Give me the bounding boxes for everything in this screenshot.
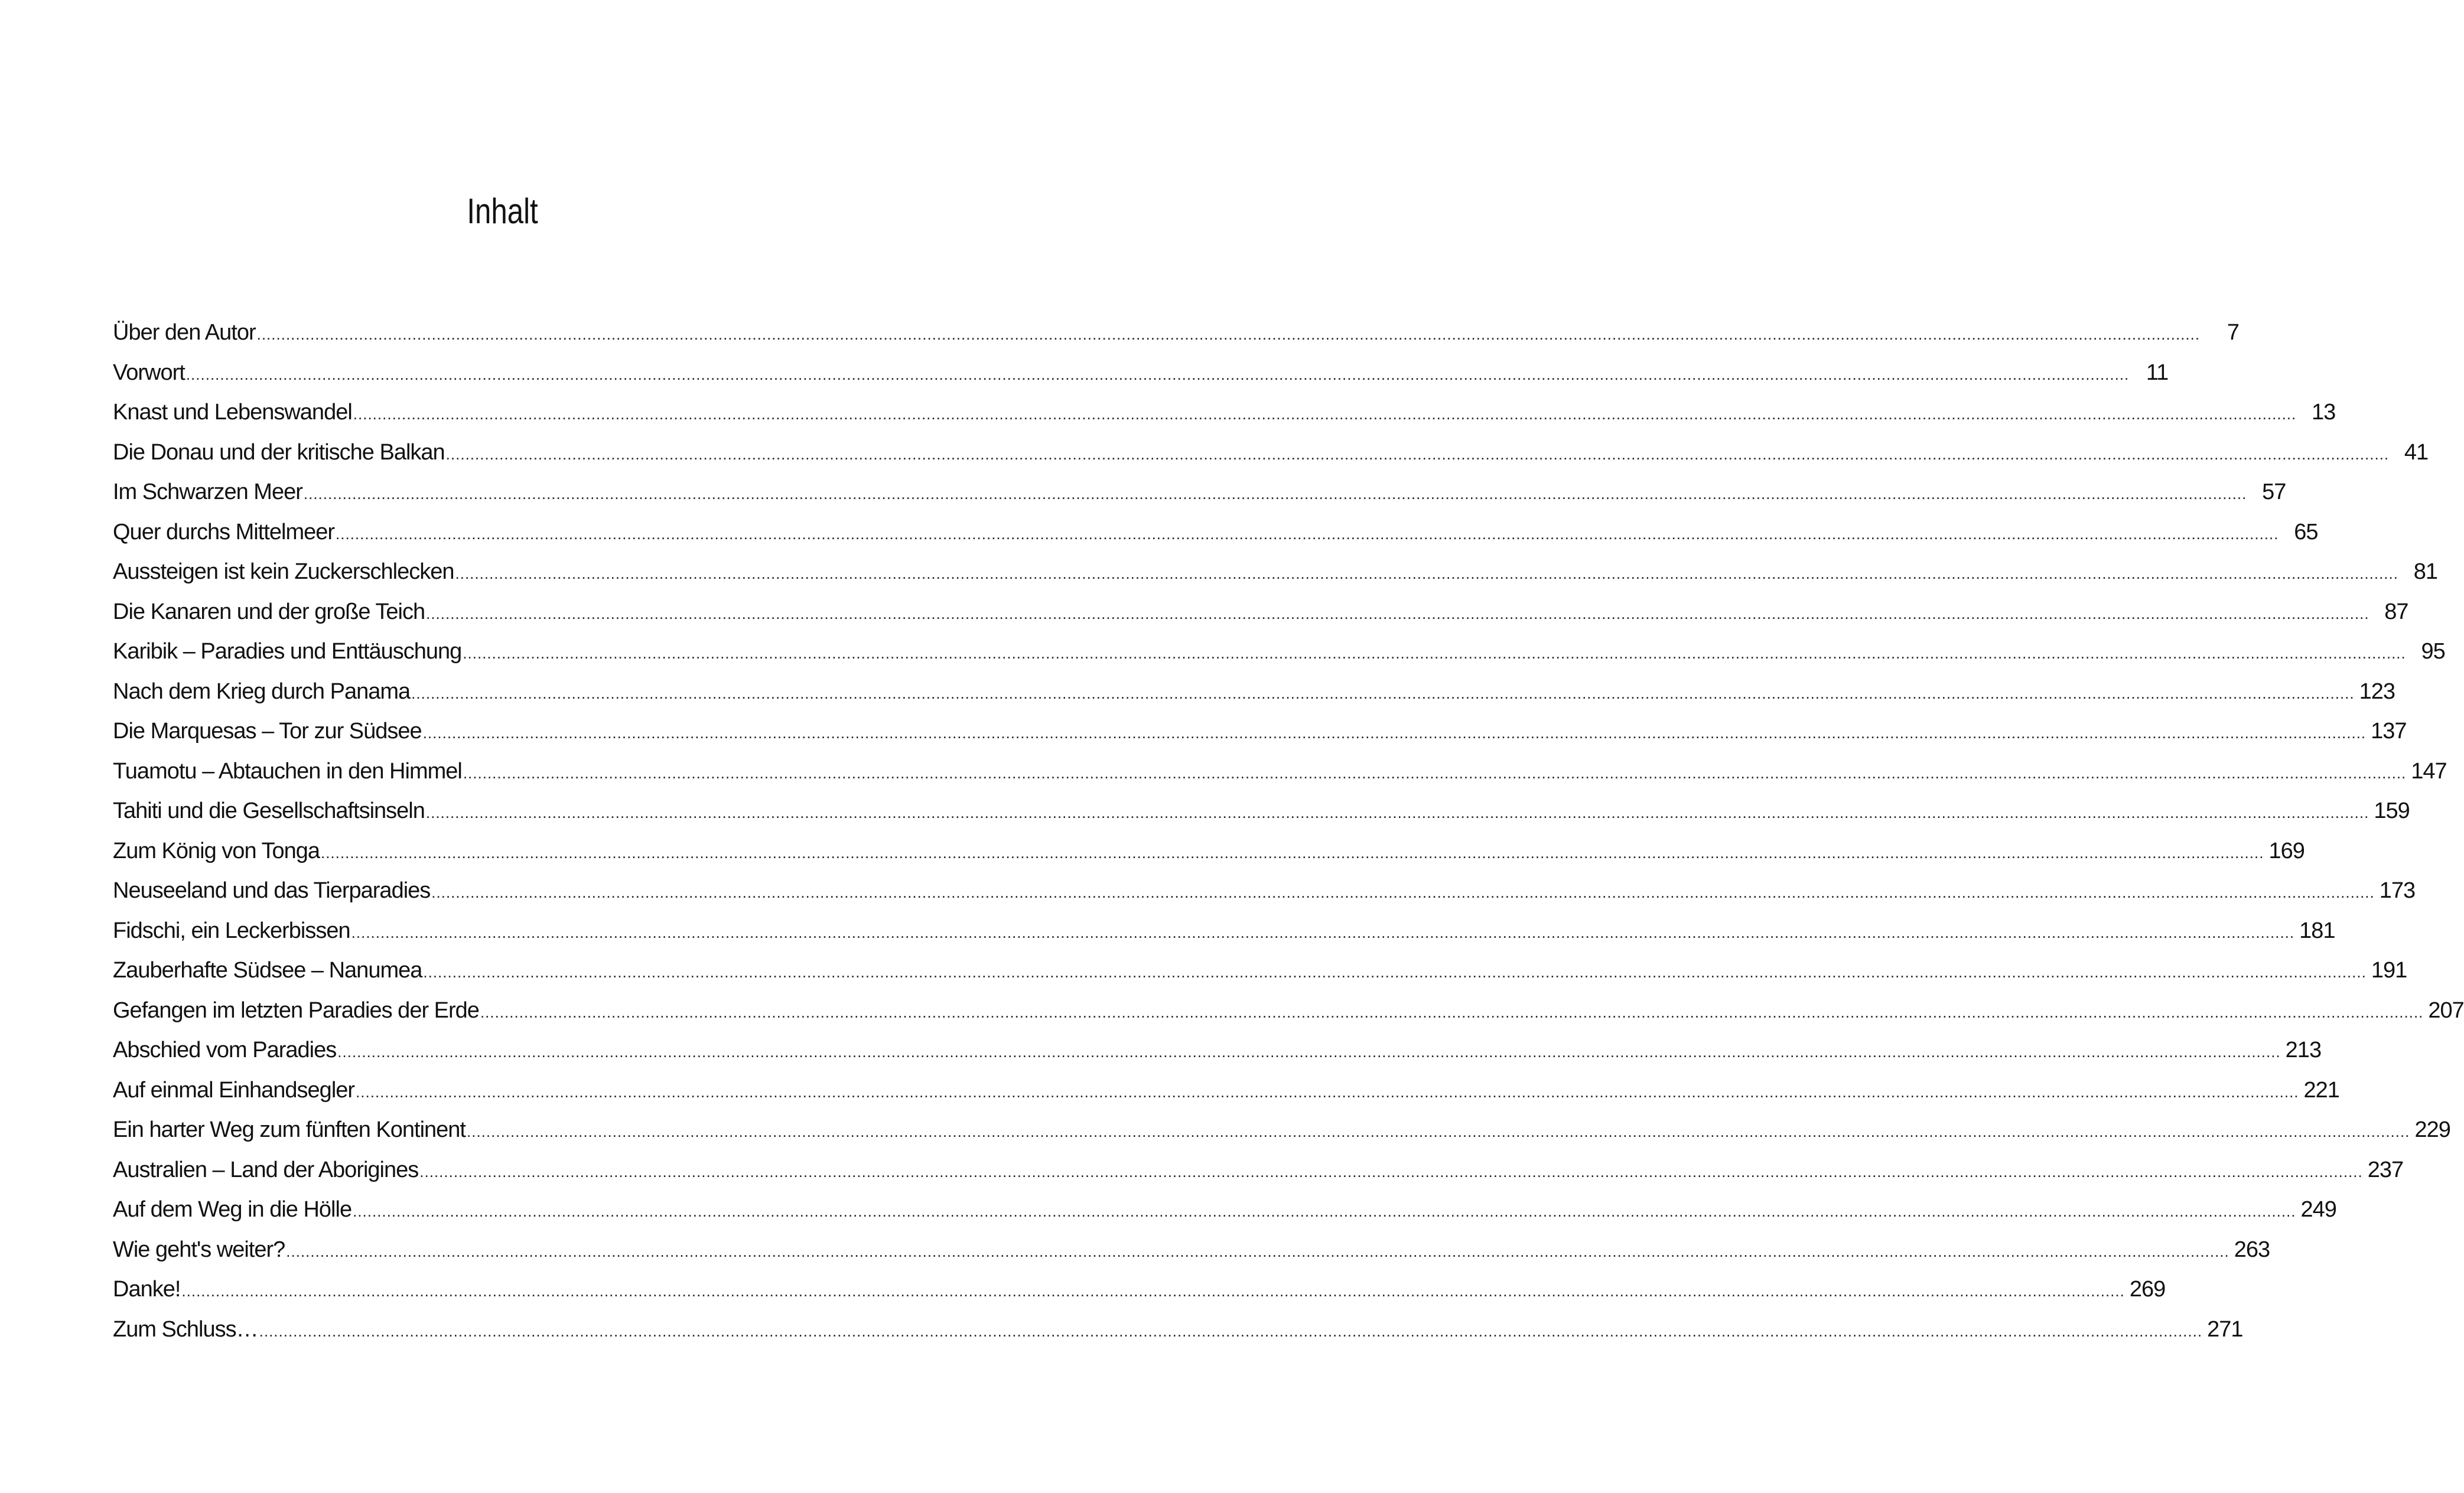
toc-entry-page-number: 221 bbox=[2303, 1077, 2339, 1103]
toc-entry-page-number: 95 bbox=[2421, 639, 2445, 664]
toc-entry-title: Die Donau und der kritische Balkan bbox=[113, 439, 445, 465]
toc-entry bbox=[113, 672, 2395, 712]
toc-dot-leader: ................................................................................................................................................................................................................................................................................................................................................................................................................ bbox=[356, 1083, 2299, 1101]
toc-entry bbox=[113, 632, 2445, 672]
toc-entry-title: Tuamotu – Abtauchen in den Himmel bbox=[113, 758, 462, 784]
toc-entry-page-number: 169 bbox=[2268, 838, 2304, 863]
toc-entry bbox=[113, 513, 2318, 553]
toc-dot-leader: ................................................................................................................................................................................................................................................................................................................................................................................................................ bbox=[463, 764, 2407, 782]
toc-entry bbox=[113, 752, 2447, 792]
toc-entry-page-number: 191 bbox=[2371, 958, 2407, 983]
toc-dot-leader: ................................................................................................................................................................................................................................................................................................................................................................................................................ bbox=[353, 1202, 2296, 1220]
toc-dot-leader: ................................................................................................................................................................................................................................................................................................................................................................................................................ bbox=[419, 1162, 2363, 1181]
toc-entry bbox=[113, 1110, 2450, 1150]
toc-entry bbox=[113, 393, 2336, 433]
toc-entry-title: Karibik – Paradies und Enttäuschung bbox=[113, 639, 462, 664]
toc-entry-title: Danke! bbox=[113, 1277, 181, 1302]
toc-entry bbox=[113, 1230, 2270, 1270]
toc-entry bbox=[113, 1270, 2166, 1310]
toc-dot-leader: ................................................................................................................................................................................................................................................................................................................................................................................................................ bbox=[320, 843, 2264, 862]
toc-dot-leader: ................................................................................................................................................................................................................................................................................................................................................................................................................ bbox=[256, 325, 2201, 343]
toc-entry bbox=[113, 1150, 2404, 1191]
toc-dot-leader: ................................................................................................................................................................................................................................................................................................................................................................................................................ bbox=[445, 445, 2390, 463]
toc-dot-leader: ................................................................................................................................................................................................................................................................................................................................................................................................................ bbox=[455, 565, 2398, 582]
toc-entry-title: Die Kanaren und der große Teich bbox=[113, 599, 425, 624]
toc-entry bbox=[113, 433, 2429, 473]
toc-entry-page-number: 13 bbox=[2311, 400, 2336, 425]
toc-dot-leader: ................................................................................................................................................................................................................................................................................................................................................................................................................ bbox=[467, 1123, 2410, 1140]
toc-entry-title: Zum König von Tonga bbox=[113, 838, 320, 863]
toc-entry-page-number: 11 bbox=[2146, 360, 2169, 385]
toc-dot-leader: ................................................................................................................................................................................................................................................................................................................................................................................................................ bbox=[463, 644, 2406, 662]
toc-entry-title: Zum Schluss… bbox=[113, 1316, 258, 1342]
toc-dot-leader: ................................................................................................................................................................................................................................................................................................................................................................................................................ bbox=[337, 1043, 2281, 1061]
toc-entry-page-number: 173 bbox=[2379, 878, 2416, 903]
toc-entry-title: Auf dem Weg in die Hölle bbox=[113, 1197, 352, 1222]
toc-entry-title: Zauberhafte Südsee – Nanumea bbox=[113, 958, 422, 983]
toc-entry-page-number: 41 bbox=[2404, 439, 2429, 465]
toc-entry-page-number: 229 bbox=[2414, 1117, 2450, 1142]
toc-dot-leader: ................................................................................................................................................................................................................................................................................................................................................................................................................ bbox=[423, 963, 2367, 981]
toc-entry-title: Quer durchs Mittelmeer bbox=[113, 519, 335, 545]
toc-dot-leader: ................................................................................................................................................................................................................................................................................................................................................................................................................ bbox=[425, 804, 2369, 822]
toc-dot-leader: ................................................................................................................................................................................................................................................................................................................................................................................................................ bbox=[411, 684, 2355, 702]
toc-dot-leader: ................................................................................................................................................................................................................................................................................................................................................................................................................ bbox=[351, 923, 2295, 941]
toc-entry-page-number: 269 bbox=[2129, 1277, 2166, 1302]
toc-entry-page-number: 147 bbox=[2411, 758, 2447, 784]
toc-entry bbox=[113, 592, 2408, 633]
toc-entry-title: Knast und Lebenswandel bbox=[113, 400, 352, 425]
toc-entry bbox=[113, 1031, 2322, 1071]
toc-entry-title: Australien – Land der Aborigines bbox=[113, 1157, 419, 1182]
toc-entry-page-number: 65 bbox=[2294, 519, 2318, 545]
toc-entry-title: Aussteigen ist kein Zuckerschlecken bbox=[113, 559, 454, 584]
toc-entry-title: Abschied vom Paradies bbox=[113, 1038, 337, 1062]
toc-entry-title: Die Marquesas – Tor zur Südsee bbox=[113, 719, 422, 744]
toc-entry-page-number: 181 bbox=[2299, 918, 2335, 943]
toc-entry-title: Ein harter Weg zum fünften Kontinent bbox=[113, 1117, 466, 1142]
toc-entry-page-number: 207 bbox=[2428, 997, 2464, 1023]
toc-entry-title: Nach dem Krieg durch Panama bbox=[113, 679, 411, 704]
toc-entry bbox=[113, 1190, 2336, 1230]
toc-entry-title: Auf einmal Einhandsegler bbox=[113, 1077, 355, 1103]
toc-dot-leader: ................................................................................................................................................................................................................................................................................................................................................................................................................ bbox=[480, 1003, 2424, 1021]
toc-entry bbox=[113, 353, 2169, 393]
toc-dot-leader: ................................................................................................................................................................................................................................................................................................................................................................................................................ bbox=[353, 405, 2297, 423]
toc-entry-title: Vorwort bbox=[113, 360, 185, 385]
toc-dot-leader: ................................................................................................................................................................................................................................................................................................................................................................................................................ bbox=[426, 604, 2369, 622]
toc-entry-page-number: 57 bbox=[2262, 480, 2286, 504]
toc-entry-page-number: 81 bbox=[2413, 559, 2437, 584]
toc-entry bbox=[113, 1310, 2243, 1350]
toc-entry-title: Über den Autor bbox=[113, 320, 256, 345]
toc-entry-page-number: 263 bbox=[2234, 1237, 2270, 1262]
toc-entry bbox=[113, 1071, 2339, 1111]
toc-entry-page-number: 137 bbox=[2371, 719, 2407, 744]
toc-dot-leader: ................................................................................................................................................................................................................................................................................................................................................................................................................ bbox=[286, 1242, 2229, 1260]
toc-entry bbox=[113, 472, 2286, 513]
table-of-contents bbox=[113, 313, 2464, 1349]
toc-entry-page-number: 159 bbox=[2374, 798, 2410, 823]
toc-entry-title: Neuseeland und das Tierparadies bbox=[113, 878, 431, 903]
toc-entry bbox=[113, 832, 2304, 872]
toc-entry-title: Fidschi, ein Leckerbissen bbox=[113, 918, 350, 943]
toc-entry-page-number: 213 bbox=[2285, 1038, 2322, 1062]
toc-entry-title: Wie geht's weiter? bbox=[113, 1237, 285, 1262]
toc-entry-title: Im Schwarzen Meer bbox=[113, 480, 302, 504]
toc-entry-page-number: 7 bbox=[2227, 320, 2240, 345]
toc-dot-leader: ................................................................................................................................................................................................................................................................................................................................................................................................................ bbox=[303, 485, 2247, 503]
toc-entry bbox=[113, 712, 2407, 752]
toc-dot-leader: ................................................................................................................................................................................................................................................................................................................................................................................................................ bbox=[422, 724, 2367, 742]
toc-entry bbox=[113, 871, 2416, 911]
toc-entry bbox=[113, 951, 2407, 991]
toc-entry-page-number: 123 bbox=[2359, 679, 2395, 704]
toc-entry-page-number: 87 bbox=[2384, 599, 2408, 624]
toc-entry-title: Gefangen im letzten Paradies der Erde bbox=[113, 997, 479, 1023]
toc-dot-leader: ................................................................................................................................................................................................................................................................................................................................................................................................................ bbox=[336, 524, 2279, 543]
toc-entry bbox=[113, 911, 2335, 951]
toc-entry-title: Tahiti und die Gesellschaftsinseln bbox=[113, 798, 425, 823]
toc-dot-leader: ................................................................................................................................................................................................................................................................................................................................................................................................................ bbox=[431, 884, 2375, 901]
toc-dot-leader: ................................................................................................................................................................................................................................................................................................................................................................................................................ bbox=[185, 365, 2130, 383]
toc-entry bbox=[113, 552, 2437, 592]
toc-entry bbox=[113, 991, 2464, 1031]
page-title: Inhalt bbox=[467, 191, 538, 231]
toc-entry bbox=[113, 313, 2240, 353]
toc-dot-leader: ................................................................................................................................................................................................................................................................................................................................................................................................................ bbox=[259, 1322, 2203, 1340]
toc-entry-page-number: 249 bbox=[2300, 1197, 2336, 1222]
toc-entry bbox=[113, 791, 2410, 832]
toc-dot-leader: ................................................................................................................................................................................................................................................................................................................................................................................................................ bbox=[181, 1282, 2125, 1300]
toc-entry-page-number: 237 bbox=[2367, 1157, 2404, 1182]
toc-entry-page-number: 271 bbox=[2207, 1316, 2243, 1342]
